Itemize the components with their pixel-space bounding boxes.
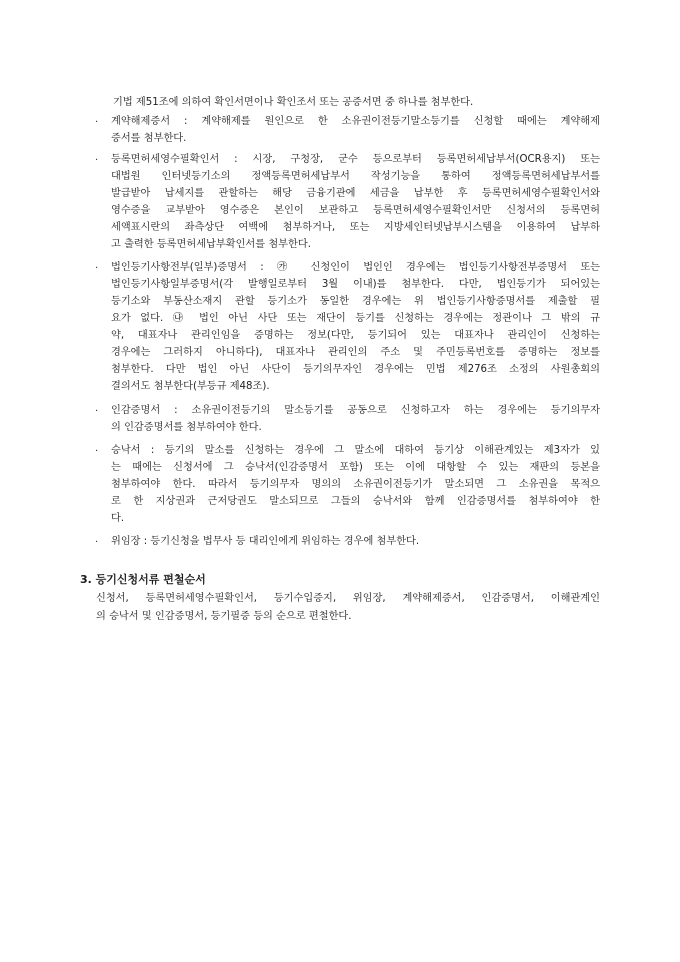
item-line: 약, 대표자나 관리인임을 증명하는 정보(다만, 등기되어 있는 대표자나 관리인이 신청하는 xyxy=(111,330,600,341)
item-line: 고 출력한 등록면허세납부확인서를 첨부한다. xyxy=(111,239,311,250)
item-line: 대법원 인터넷등기소의 정액등록면허세납부서 작성기능을 통하여 정액등록면허세납부서를 xyxy=(111,171,600,182)
item-line: 첨부한다. 다만 법인 아닌 사단이 등기의무자인 경우에는 민법 제276조 소정의 사원총회의 xyxy=(111,364,600,375)
intro-continuation-line: 기법 제51조에 의하여 확인서면이나 확인조서 또는 공증서면 중 하나를 첨부한다. xyxy=(113,97,474,108)
bullet-icon: · xyxy=(95,446,99,457)
item-line: 등기소와 부동산소재지 관할 등기소가 동일한 경우에는 위 법인등기사항증명서를 제출할 필 xyxy=(111,296,600,307)
section-body-line: 의 승낙서 및 인감증명서, 등기필증 등의 순으로 편철한다. xyxy=(96,611,352,622)
bullet-icon: · xyxy=(95,537,99,548)
item-line: 등록면허세영수필확인서 : 시장, 구청장, 군수 등으로부터 등록면허세납부서(OCR용지) 또는 xyxy=(111,154,600,165)
bullet-icon: · xyxy=(95,263,99,274)
item-line: 첨부하여야 한다. 따라서 등기의무자 명의의 소유권이전등기가 말소되면 그 소유권을 목적으 xyxy=(111,479,600,490)
item-line: 증서를 첨부한다. xyxy=(111,133,187,144)
section-heading: 3. 등기신청서류 편철순서 xyxy=(80,573,206,586)
item-line: 로 한 지상권과 근저당권도 말소되므로 그들의 승낙서와 함께 인감증명서를 첨부하여야 한 xyxy=(111,496,600,507)
bullet-icon: · xyxy=(95,117,99,128)
item-line: 의 인감증명서를 첨부하여야 한다. xyxy=(111,422,262,433)
item-line: 인감증명서 : 소유권이전등기의 말소등기를 공동으로 신청하고자 하는 경우에는 등기의무자 xyxy=(111,405,600,416)
item-line: 발급받아 납세지를 관할하는 해당 금융기관에 세금을 납부한 후 등록면허세영수필확인서와 xyxy=(111,188,600,199)
item-line: 영수증을 교부받아 영수증은 본인이 보관하고 등록면허세영수필확인서만 신청서의 등록면허 xyxy=(111,205,600,216)
item-line: 요가 없다. ㉯ 법인 아닌 사단 또는 재단이 등기를 신청하는 경우에는 정관이나 그 밖의 규 xyxy=(111,313,600,324)
item-line: 는 때에는 신청서에 그 승낙서(인감증명서 포함) 또는 이에 대항할 수 있는 재판의 등본을 xyxy=(111,462,600,473)
item-line: 승낙서 : 등기의 말소를 신청하는 경우에 그 말소에 대하여 등기상 이해관계있는 제3자가 있 xyxy=(111,445,600,456)
item-line: 계약해제증서 : 계약해제를 원인으로 한 소유권이전등기말소등기를 신청할 때에는 계약해제 xyxy=(111,116,600,127)
section-body-line: 신청서, 등록면허세영수필확인서, 등기수입증지, 위임장, 계약해제증서, 인감증명서, 이해관계인 xyxy=(96,593,600,604)
item-line: 세액표시란의 좌측상단 여백에 첨부하거나, 또는 지방세인터넷납부시스템을 이용하여 납부하 xyxy=(111,222,600,233)
bullet-icon: · xyxy=(95,406,99,417)
item-line: 다. xyxy=(111,513,125,524)
bullet-icon: · xyxy=(95,155,99,166)
item-line: 경우에는 그러하지 아니하다), 대표자나 관리인의 주소 및 주민등록번호를 증명하는 정보를 xyxy=(111,347,600,358)
item-line: 결의서도 첨부한다(부등규 제48조). xyxy=(111,381,270,392)
item-line: 법인등기사항전부(일부)증명서 : ㉮ 신청인이 법인인 경우에는 법인등기사항전부증명서 또는 xyxy=(111,262,600,273)
item-line: 법인등기사항일부증명서(각 발행일로부터 3월 이내)를 첨부한다. 다만, 법인등기가 되어있는 xyxy=(111,279,600,290)
item-line: 위임장 : 등기신청을 법무사 등 대리인에게 위임하는 경우에 첨부한다. xyxy=(111,536,420,547)
